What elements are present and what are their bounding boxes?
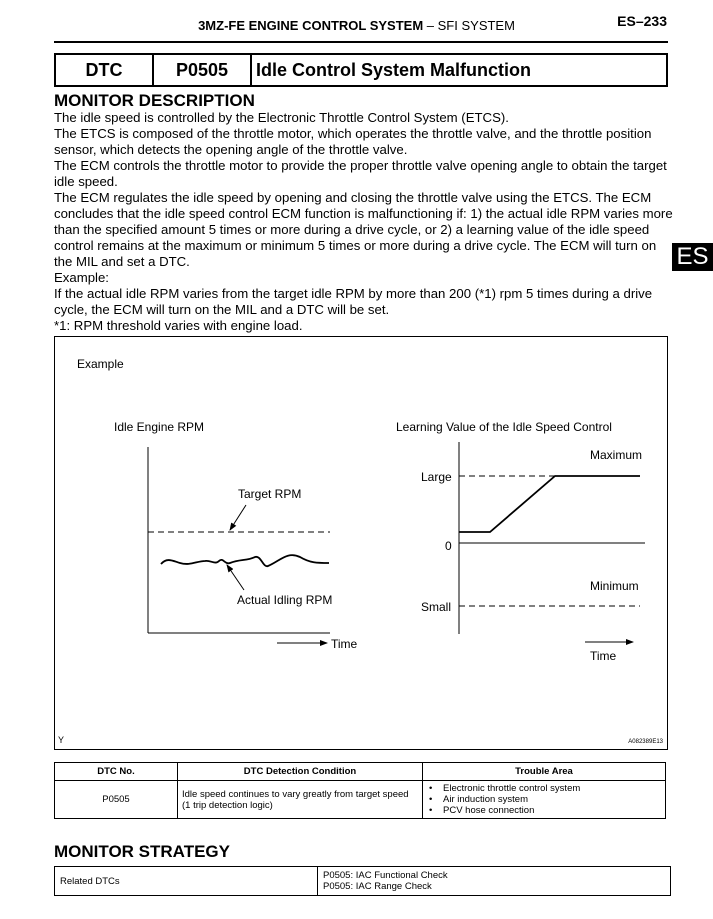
header-subsystem: SFI SYSTEM xyxy=(437,18,515,33)
figure-id: A082389E13 xyxy=(628,739,663,745)
dtc-code: P0505 xyxy=(154,55,252,85)
target-rpm-pointer xyxy=(230,505,246,530)
trouble-area-item: • Electronic throttle control system xyxy=(427,783,661,794)
minimum-label: Minimum xyxy=(590,579,639,593)
description-paragraph: The idle speed is controlled by the Electronic Throttle Control System (ETCS). xyxy=(54,110,509,125)
zero-label: 0 xyxy=(445,539,452,553)
running-header xyxy=(0,18,713,33)
page-number: ES–233 xyxy=(617,13,667,29)
description-paragraph: The ECM regulates the idle speed by opening and closing the throttle valve using the ETCS. The ECM concludes that the idle speed control ECM function is malfunctioning if: 1) the actual idle RPM varies more than the specified amount 5 times or more during a drive cycle, or 2) a learning value of the idle speed control remains at the maximum or minimum 5 times or more during a drive cycle. The ECM will turn on the MIL and set a DTC. xyxy=(54,190,673,269)
monitor-strategy-table xyxy=(54,866,671,896)
left-chart-title: Idle Engine RPM xyxy=(114,420,205,434)
strategy-value: P0505: IAC Functional Check xyxy=(323,870,448,881)
header-rule xyxy=(54,41,668,43)
description-paragraph: If the actual idle RPM varies from the target idle RPM by more than 200 (*1) rpm 5 times during a drive cycle, the ECM will turn on the MIL and a DTC will be set. xyxy=(54,286,653,317)
example-figure xyxy=(54,336,668,750)
strategy-label: Related DTCs xyxy=(55,867,318,896)
figure-caption: Example xyxy=(77,357,124,371)
right-time-label: Time xyxy=(590,649,617,663)
description-paragraph: *1: RPM threshold varies with engine load. xyxy=(54,318,303,333)
table-header-row xyxy=(55,763,666,781)
section-tab-es: ES xyxy=(672,243,713,271)
dtc-name: Idle Control System Malfunction xyxy=(256,60,532,80)
header-separator: – xyxy=(423,18,438,33)
dtc-title-box xyxy=(54,53,668,87)
col-trouble-area: Trouble Area xyxy=(423,763,666,781)
dtc-table xyxy=(54,762,666,819)
description-paragraph: The ETCS is composed of the throttle motor, which operates the throttle valve, and the throttle position sensor, which detects the opening angle of the throttle valve. xyxy=(54,126,652,157)
header-system: 3MZ-FE ENGINE CONTROL SYSTEM xyxy=(198,18,424,33)
right-chart-title: Learning Value of the Idle Speed Control xyxy=(396,420,612,434)
learning-value-line xyxy=(459,476,640,532)
trouble-area-item: • PCV hose connection xyxy=(427,805,661,816)
figure-corner-mark: Y xyxy=(58,735,65,745)
strategy-values xyxy=(318,867,671,896)
cell-condition: Idle speed continues to vary greatly from target speed (1 trip detection logic) xyxy=(178,781,423,819)
large-label: Large xyxy=(421,470,452,484)
left-time-label: Time xyxy=(331,637,358,651)
strategy-value: P0505: IAC Range Check xyxy=(323,881,432,892)
description-paragraph: The ECM controls the throttle motor to provide the proper throttle valve opening angle to obtain the target idle speed. xyxy=(54,158,667,189)
target-rpm-label: Target RPM xyxy=(238,487,302,501)
trouble-area-item: • Air induction system xyxy=(427,794,661,805)
dtc-label: DTC xyxy=(56,55,154,85)
monitor-description-heading: MONITOR DESCRIPTION xyxy=(54,91,255,110)
monitor-strategy-heading: MONITOR STRATEGY xyxy=(54,842,230,861)
maximum-label: Maximum xyxy=(590,448,643,462)
actual-rpm-pointer xyxy=(227,565,244,590)
table-row xyxy=(55,867,671,896)
table-row xyxy=(55,781,666,819)
cell-trouble-area xyxy=(423,781,666,819)
monitor-description-body xyxy=(54,110,674,334)
col-dtc-no: DTC No. xyxy=(55,763,178,781)
cell-dtc-code: P0505 xyxy=(55,781,178,819)
actual-rpm-label: Actual Idling RPM xyxy=(237,593,333,607)
actual-rpm-line xyxy=(161,555,329,566)
description-paragraph: Example: xyxy=(54,270,109,285)
col-detection-condition: DTC Detection Condition xyxy=(178,763,423,781)
small-label: Small xyxy=(421,600,452,614)
